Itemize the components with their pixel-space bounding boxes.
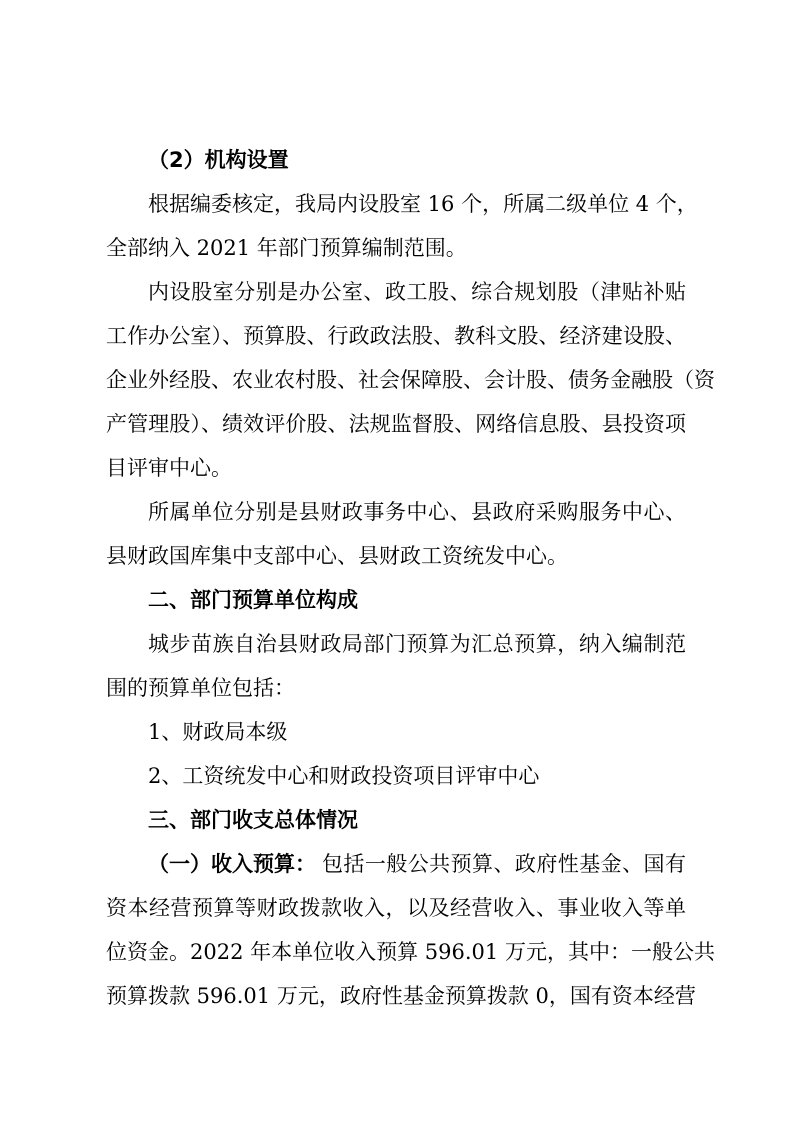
para2-line4-text: 产管理股）、绩效评价股、法规监督股、网络信息股、县投资项 (106, 412, 686, 436)
para5-line4-text: 预算拨款 596.01 万元，政府性基金预算拨款 0，国有资本经营 (106, 984, 696, 1008)
para2-line3-text: 企业外经股、农业农村股、社会保障股、会计股、债务金融股（资 (106, 368, 715, 392)
para5-line2 (0, 886, 793, 930)
para2-line3 (0, 358, 793, 402)
list-item-1-text: 1、财政局本级 (148, 720, 288, 744)
income-budget-lead: （一）收入预算： (148, 852, 316, 876)
para1-line2-text: 全部纳入 2021 年部门预算编制范围。 (106, 236, 467, 260)
para5-line1-text: 包括一般公共预算、政府性基金、国有 (322, 852, 686, 876)
para5-line2-text: 资本经营预算等财政拨款收入，以及经营收入、事业收入等单 (106, 896, 686, 920)
heading-org-setup (0, 138, 793, 182)
para2-line1 (0, 270, 793, 314)
para1-line2 (0, 226, 793, 270)
para3-line1 (0, 490, 793, 534)
list-item-1 (0, 710, 793, 754)
para3-line1-text: 所属单位分别是县财政事务中心、县政府采购服务中心、 (148, 500, 686, 524)
heading-section2-text: 二、部门预算单位构成 (148, 588, 358, 612)
para3-line2 (0, 534, 793, 578)
para2-line2-text: 工作办公室）、预算股、行政政法股、教科文股、经济建设股、 (106, 324, 686, 348)
para2-line5-text: 目评审中心。 (106, 456, 232, 480)
heading-section3-text: 三、部门收支总体情况 (148, 808, 358, 832)
para1-line1 (0, 182, 793, 226)
para4-line2-text: 围的预算单位包括： (106, 676, 295, 700)
para4-line1-text: 城步苗族自治县财政局部门预算为汇总预算，纳入编制范 (148, 632, 686, 656)
para5-line4 (0, 974, 793, 1018)
heading-section3 (0, 798, 793, 842)
para4-line2 (0, 666, 793, 710)
heading-section2 (0, 578, 793, 622)
para2-line5 (0, 446, 793, 490)
para1-line1-text: 根据编委核定，我局内设股室 16 个，所属二级单位 4 个， (148, 192, 698, 216)
para4-line1 (0, 622, 793, 666)
para2-line4 (0, 402, 793, 446)
para5-line1 (0, 842, 793, 886)
para2-line2 (0, 314, 793, 358)
para5-line3 (0, 930, 793, 974)
para2-line1-text: 内设股室分别是办公室、政工股、综合规划股（津贴补贴 (148, 280, 686, 304)
list-item-2 (0, 754, 793, 798)
para3-line2-text: 县财政国库集中支部中心、县财政工资统发中心。 (106, 544, 568, 568)
para5-line3-text: 位资金。2022 年本单位收入预算 596.01 万元，其中：一般公共 (106, 940, 715, 964)
list-item-2-text: 2、工资统发中心和财政投资项目评审中心 (148, 764, 540, 788)
heading-org-setup-text: （2）机构设置 (148, 148, 289, 172)
